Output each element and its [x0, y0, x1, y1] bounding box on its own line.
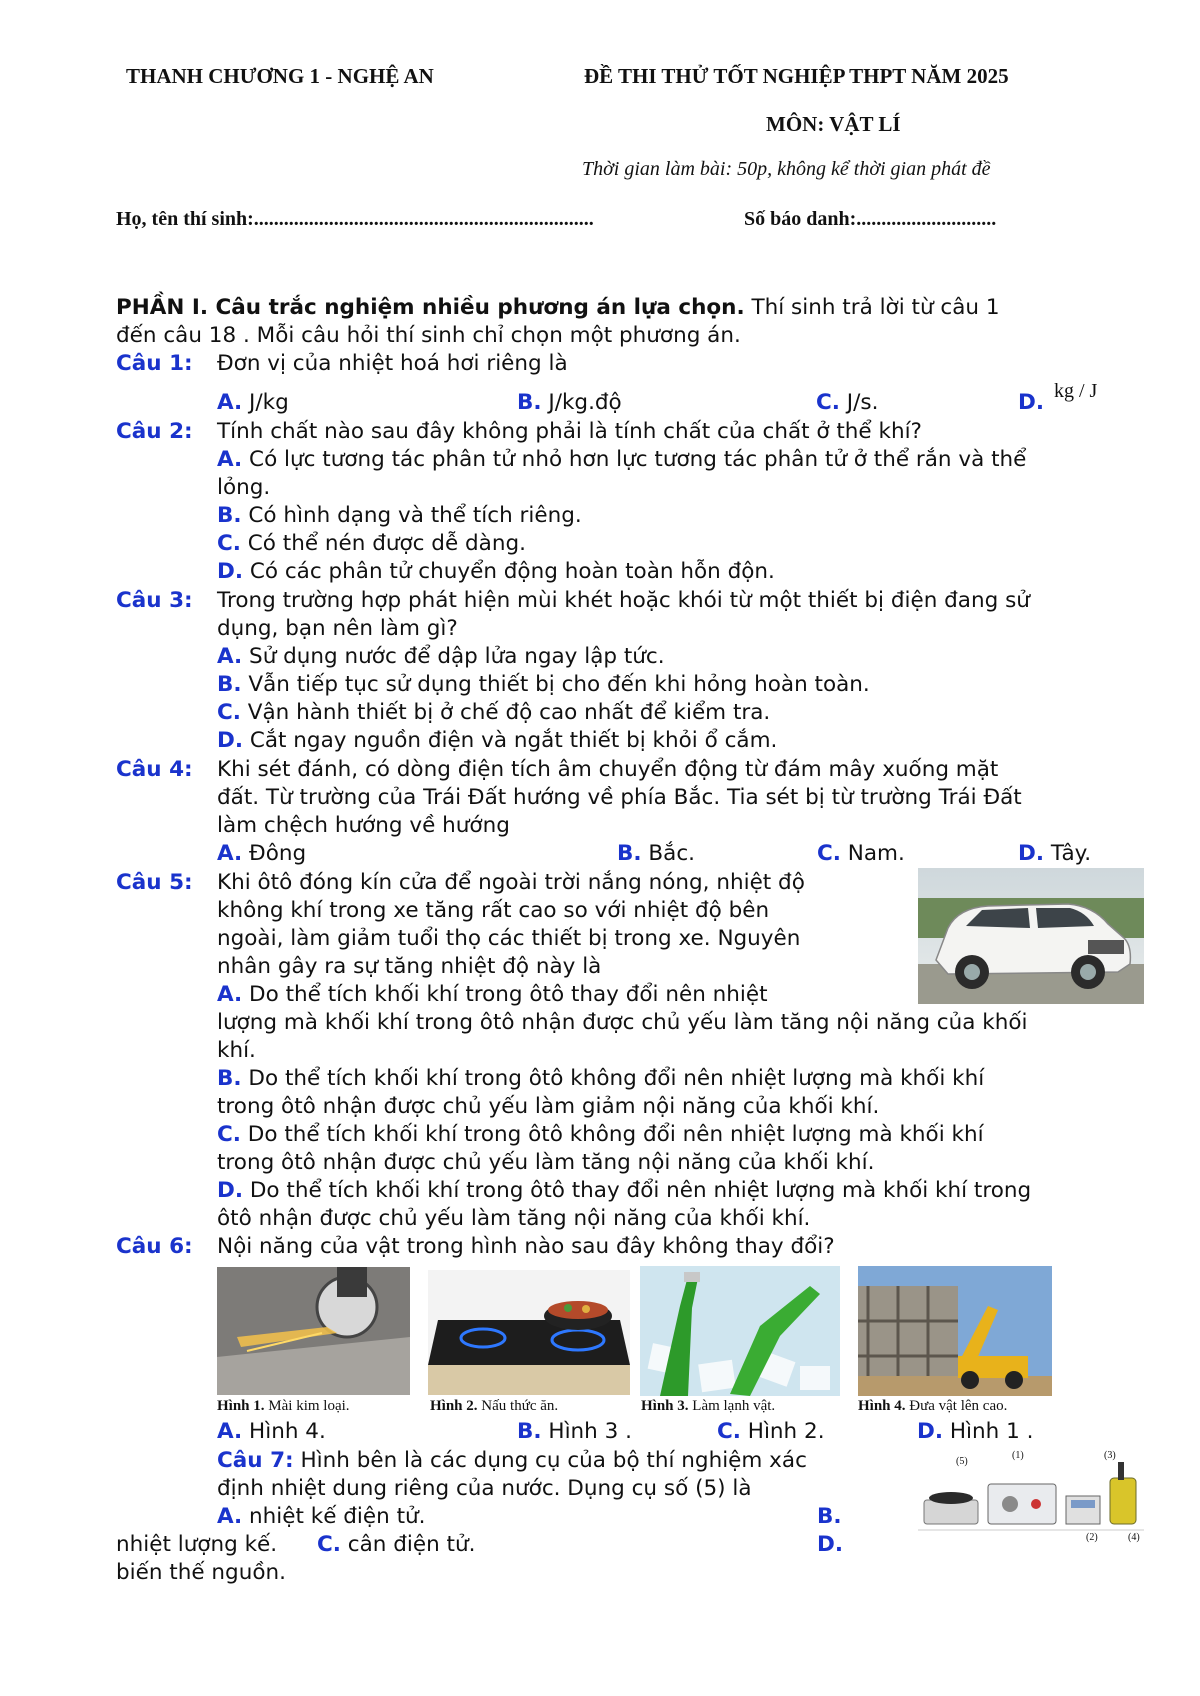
q7-option-b-text: nhiệt lượng kế. [116, 1532, 278, 1557]
figure-1-grinding-image [217, 1267, 410, 1395]
apparatus-label-2: (2) [1086, 1532, 1098, 1543]
part1-title: PHẦN I. Câu trắc nghiệm nhiều phương án lựa chọn. [116, 295, 745, 320]
q6-option-b: B. Hình 3 . [517, 1419, 632, 1444]
q5-text-line1: Khi ôtô đóng kín cửa để ngoài trời nắng nóng, nhiệt độ [217, 870, 805, 895]
q3-text-line1: Trong trường hợp phát hiện mùi khét hoặc khói từ một thiết bị điện đang sử [217, 588, 1030, 613]
q3-option-d: D. Cắt ngay nguồn điện và ngắt thiết bị khỏi ổ cắm. [217, 728, 778, 753]
q1-option-d: D. [1018, 390, 1045, 415]
q5-label: Câu 5: [116, 870, 193, 895]
calorimeter-apparatus-image [918, 1448, 1144, 1548]
q2-text: Tính chất nào sau đây không phải là tính chất của chất ở thể khí? [217, 419, 922, 444]
figure-4-lifting-image [858, 1266, 1052, 1396]
q5-option-a: A. Do thể tích khối khí trong ôtô thay đổi nên nhiệt [217, 982, 768, 1007]
time-note: Thời gian làm bài: 50p, không kể thời gian phát đề [582, 158, 991, 180]
q1-option-c: C. J/s. [816, 390, 879, 415]
q7-option-d-key: D. [817, 1532, 844, 1557]
q2-option-a: A. Có lực tương tác phân tử nhỏ hơn lực tương tác phân tử ở thể rắn và thể [217, 447, 1027, 472]
q7-text-line2: định nhiệt dung riêng của nước. Dụng cụ số (5) là [217, 1476, 752, 1501]
q2-option-a-cont: lỏng. [217, 475, 271, 500]
q1-text: Đơn vị của nhiệt hoá hơi riêng là [217, 351, 568, 376]
candidate-name-field: Họ, tên thí sinh:.................................................................... [116, 208, 594, 230]
q6-label: Câu 6: [116, 1234, 193, 1259]
q3-label: Câu 3: [116, 588, 193, 613]
q4-option-d: D. Tây. [1018, 841, 1092, 866]
suv-car-image [918, 868, 1144, 1004]
q7-option-c: C. cân điện tử. [317, 1532, 476, 1557]
part1-intro-line1: PHẦN I. Câu trắc nghiệm nhiều phương án lựa chọn. Thí sinh trả lời từ câu 1 [116, 295, 1000, 320]
q6-option-c: C. Hình 2. [717, 1419, 825, 1444]
q1-option-a: A. J/kg [217, 390, 289, 415]
apparatus-label-4: (4) [1128, 1532, 1140, 1543]
q5-option-a-cont1: lượng mà khối khí trong ôtô nhận được chủ yếu làm tăng nội năng của khối [217, 1010, 1028, 1035]
q4-option-a: A. Đông [217, 841, 307, 866]
subject-title: MÔN: VẬT LÍ [766, 112, 901, 136]
q6-option-d: D. Hình 1 . [917, 1419, 1034, 1444]
figure-2-caption: Hình 2. Nấu thức ăn. [430, 1398, 559, 1414]
figure-3-caption: Hình 3. Làm lạnh vật. [641, 1398, 776, 1414]
figure-3-cooling-image [640, 1266, 840, 1396]
q4-text-line3: làm chệch hướng về hướng [217, 813, 510, 838]
school-name: THANH CHƯƠNG 1 - NGHỆ AN [126, 64, 434, 88]
q5-option-d: D. Do thể tích khối khí trong ôtô thay đổi nên nhiệt lượng mà khối khí trong [217, 1178, 1032, 1203]
q2-option-d: D. Có các phân tử chuyển động hoàn toàn hỗn độn. [217, 559, 775, 584]
candidate-number-field: Số báo danh:............................ [744, 208, 997, 230]
q6-text: Nội năng của vật trong hình nào sau đây không thay đổi? [217, 1234, 835, 1259]
figure-4-caption: Hình 4. Đưa vật lên cao. [858, 1398, 1008, 1414]
q1-option-d-formula: kg / J [1054, 380, 1098, 402]
q4-label: Câu 4: [116, 757, 193, 782]
q3-option-a: A. Sử dụng nước để dập lửa ngay lập tức. [217, 644, 665, 669]
q5-text-line3: ngoài, làm giảm tuổi thọ các thiết bị trong xe. Nguyên [217, 926, 801, 951]
figure-2-cooking-image [428, 1270, 630, 1395]
q7-option-d-text: biến thế nguồn. [116, 1560, 286, 1585]
q3-option-c: C. Vận hành thiết bị ở chế độ cao nhất để kiểm tra. [217, 700, 771, 725]
q2-label: Câu 2: [116, 419, 193, 444]
q5-option-c: C. Do thể tích khối khí trong ôtô không đổi nên nhiệt lượng mà khối khí [217, 1122, 984, 1147]
q5-text-line2: không khí trong xe tăng rất cao so với nhiệt độ bên [217, 898, 770, 923]
q1-option-b: B. J/kg.độ [517, 390, 622, 415]
apparatus-label-3: (3) [1104, 1450, 1116, 1461]
q3-text-line2: dụng, bạn nên làm gì? [217, 616, 458, 641]
q5-option-b-cont: trong ôtô nhận được chủ yếu làm giảm nội năng của khối khí. [217, 1094, 880, 1119]
q4-text-line2: đất. Từ trường của Trái Đất hướng về phía Bắc. Tia sét bị từ trường Trái Đất [217, 785, 1022, 810]
q4-text-line1: Khi sét đánh, có dòng điện tích âm chuyển động từ đám mây xuống mặt [217, 757, 999, 782]
apparatus-label-5: (5) [956, 1456, 968, 1467]
q5-option-a-cont2: khí. [217, 1038, 256, 1063]
q7-option-b-key: B. [817, 1504, 842, 1529]
q4-option-b: B. Bắc. [617, 841, 695, 866]
q2-option-b: B. Có hình dạng và thể tích riêng. [217, 503, 582, 528]
figure-1-caption: Hình 1. Mài kim loại. [217, 1398, 350, 1414]
part1-intro-line2: đến câu 18 . Mỗi câu hỏi thí sinh chỉ chọn một phương án. [116, 323, 741, 348]
q1-stem: Câu 1: [116, 351, 193, 376]
q5-option-b: B. Do thể tích khối khí trong ôtô không đổi nên nhiệt lượng mà khối khí [217, 1066, 985, 1091]
q5-option-c-cont: trong ôtô nhận được chủ yếu làm tăng nội năng của khối khí. [217, 1150, 875, 1175]
apparatus-label-1: (1) [1012, 1450, 1024, 1461]
q2-option-c: C. Có thể nén được dễ dàng. [217, 531, 526, 556]
q6-option-a: A. Hình 4. [217, 1419, 326, 1444]
q4-option-c: C. Nam. [817, 841, 905, 866]
q5-text-line4: nhân gây ra sự tăng nhiệt độ này là [217, 954, 602, 979]
exam-title: ĐỀ THI THỬ TỐT NGHIỆP THPT NĂM 2025 [584, 64, 1009, 88]
q3-option-b: B. Vẫn tiếp tục sử dụng thiết bị cho đến khi hỏng hoàn toàn. [217, 672, 870, 697]
q5-option-d-cont: ôtô nhận được chủ yếu làm tăng nội năng của khối khí. [217, 1206, 811, 1231]
q7-text-line1: Câu 7: Hình bên là các dụng cụ của bộ thí nghiệm xác [217, 1448, 807, 1473]
q7-option-a: A. nhiệt kế điện tử. [217, 1504, 426, 1529]
